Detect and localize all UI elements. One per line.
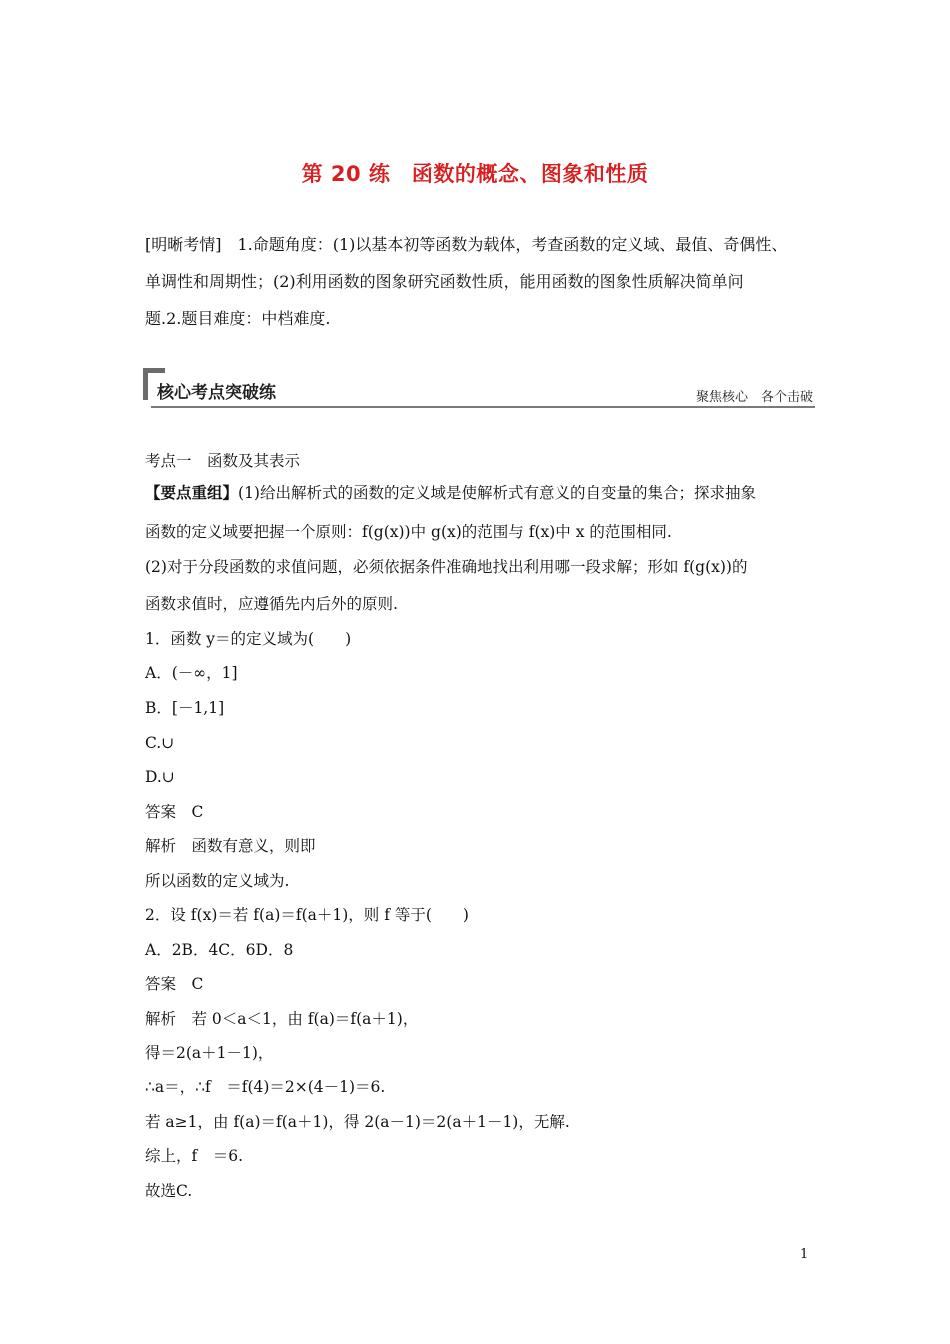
key-points-label: 【要点重组】 xyxy=(145,484,239,502)
exam-overview xyxy=(145,226,815,337)
question-2-step: 故选C. xyxy=(145,1182,193,1200)
key-points-line: 函数的定义域要把握一个原则：f(g(x))中 g(x)的范围与 f(x)中 x 的范围相同. xyxy=(145,523,672,541)
question-1-option-d: D.∪ xyxy=(145,768,175,786)
question-1-option-c: C.∪ xyxy=(145,734,175,752)
question-2-analysis: 解析 若 0＜a＜1，由 f(a)＝f(a＋1)， xyxy=(145,1010,419,1028)
question-2: 2．设 f(x)＝若 f(a)＝f(a＋1)，则 f 等于( ) xyxy=(145,906,469,924)
page-number: 1 xyxy=(800,1247,809,1262)
banner-divider xyxy=(151,406,815,408)
key-points-text: (1)给出解析式的函数的定义域是使解析式有意义的自变量的集合；探求抽象 xyxy=(238,484,756,502)
question-1-option-a: A．(－∞，1] xyxy=(145,664,238,682)
question-1: 1．函数 y＝的定义域为( ) xyxy=(145,630,352,648)
section-heading: 考点一 函数及其表示 xyxy=(145,452,301,470)
question-2-step: 得＝2(a＋1－1)， xyxy=(145,1044,274,1062)
overview-line: [明晰考情] 1.命题角度：(1)以基本初等函数为载体，考查函数的定义域、最值、奇偶性、 xyxy=(145,235,788,254)
question-2-step: ∴a＝，∴f ＝f(4)＝2×(4－1)＝6. xyxy=(145,1078,386,1096)
key-points-line: 函数求值时，应遵循先内后外的原则. xyxy=(145,595,398,613)
question-1-answer: 答案 C xyxy=(145,803,204,821)
question-1-analysis: 解析 函数有意义，则即 xyxy=(145,837,316,855)
question-2-step: 综上，f ＝6. xyxy=(145,1147,244,1165)
banner-corner-mark xyxy=(143,368,165,373)
question-1-conclusion: 所以函数的定义域为. xyxy=(145,872,290,890)
page-title: 第 20 练 函数的概念、图象和性质 xyxy=(301,162,649,186)
overview-line: 题.2.题目难度：中档难度. xyxy=(145,309,331,328)
question-1-option-b: B．[－1,1] xyxy=(145,699,225,717)
key-points-line: (2)对于分段函数的求值问题，必须依据条件准确地找出利用哪一段求解；形如 f(g(x))的 xyxy=(145,558,748,576)
overview-line: 单调性和周期性；(2)利用函数的图象研究函数性质，能用函数的图象性质解决简单问 xyxy=(145,272,744,291)
question-2-answer: 答案 C xyxy=(145,975,204,993)
section-banner xyxy=(143,366,815,412)
key-points-line xyxy=(145,483,756,503)
banner-tagline: 聚焦核心 各个击破 xyxy=(695,390,813,405)
banner-title: 核心考点突破练 xyxy=(157,383,276,403)
question-2-options: A．2B．4C．6D．8 xyxy=(145,941,294,959)
question-2-step: 若 a≥1，由 f(a)＝f(a＋1)，得 2(a－1)＝2(a＋1－1)，无解. xyxy=(145,1113,570,1131)
